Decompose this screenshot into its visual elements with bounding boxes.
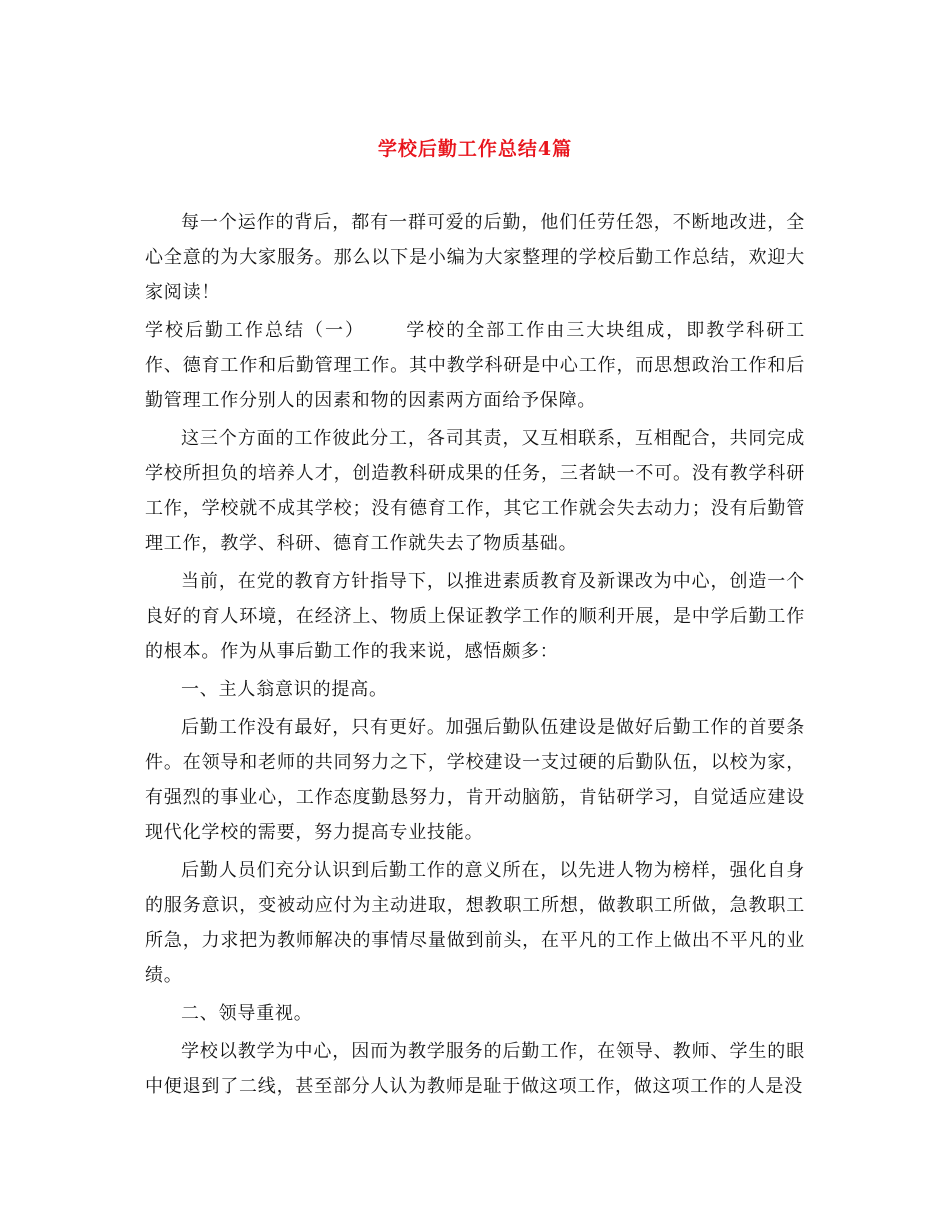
body-paragraph: 当前，在党的教育方针指导下，以推进素质教育及新课改为中心，创造一个良好的育人环境，在经济上、物质上保证教学工作的顺利开展，是中学后勤工作的根本。作为从事后勤工作的我来说，感悟颇多：	[145, 571, 805, 662]
body-paragraph: 后勤工作没有最好，只有更好。加强后勤队伍建设是做好后勤工作的首要条件。在领导和老师的共同努力之下，学校建设一支过硬的后勤队伍，以校为家，有强烈的事业心，工作态度勤恳努力，肯开动脑筋，肯钻研学习，自觉适应建设现代化学校的需要，努力提高专业技能。	[145, 717, 805, 843]
section-first-paragraph	[145, 313, 805, 418]
subheading: 二、领导重视。	[181, 1003, 313, 1024]
document-body	[145, 205, 805, 1107]
body-paragraph: 这三个方面的工作彼此分工，各司其责，又互相联系，互相配合，共同完成学校所担负的培养人才，创造教科研成果的任务，三者缺一不可。没有教学科研工作，学校就不成其学校；没有德育工作，其它工作就会失去动力；没有后勤管理工作，教学、科研、德育工作就失去了物质基础。	[145, 428, 805, 554]
body-paragraph: 学校以教学为中心，因而为教学服务的后勤工作，在领导、教师、学生的眼中便退到了二线，甚至部分人认为教师是耻于做这项工作，做这项工作的人是没	[145, 1041, 805, 1097]
body-paragraph: 后勤人员们充分认识到后勤工作的意义所在，以先进人物为榜样，强化自身的服务意识，变被动应付为主动进取，想教职工所想，做教职工所做，急教职工所急，力求把为教师解决的事情尽量做到前头，在平凡的工作上做出不平凡的业绩。	[145, 860, 805, 986]
section-heading: 学校后勤工作总结（一）	[145, 320, 365, 341]
document-title: 学校后勤工作总结4篇	[377, 138, 573, 160]
intro-paragraph: 每一个运作的背后，都有一群可爱的后勤，他们任劳任怨，不断地改进，全心全意的为大家服务。那么以下是小编为大家整理的学校后勤工作总结，欢迎大家阅读！	[145, 212, 805, 303]
subheading: 一、主人翁意识的提高。	[181, 679, 388, 700]
section-first-text: 学校的全部工作由三大块组成，即教学科研工作、德育工作和后勤管理工作。其中教学科研是中心工作，而思想政治工作和后勤管理工作分别人的因素和物的因素两方面给予保障。	[145, 320, 805, 411]
